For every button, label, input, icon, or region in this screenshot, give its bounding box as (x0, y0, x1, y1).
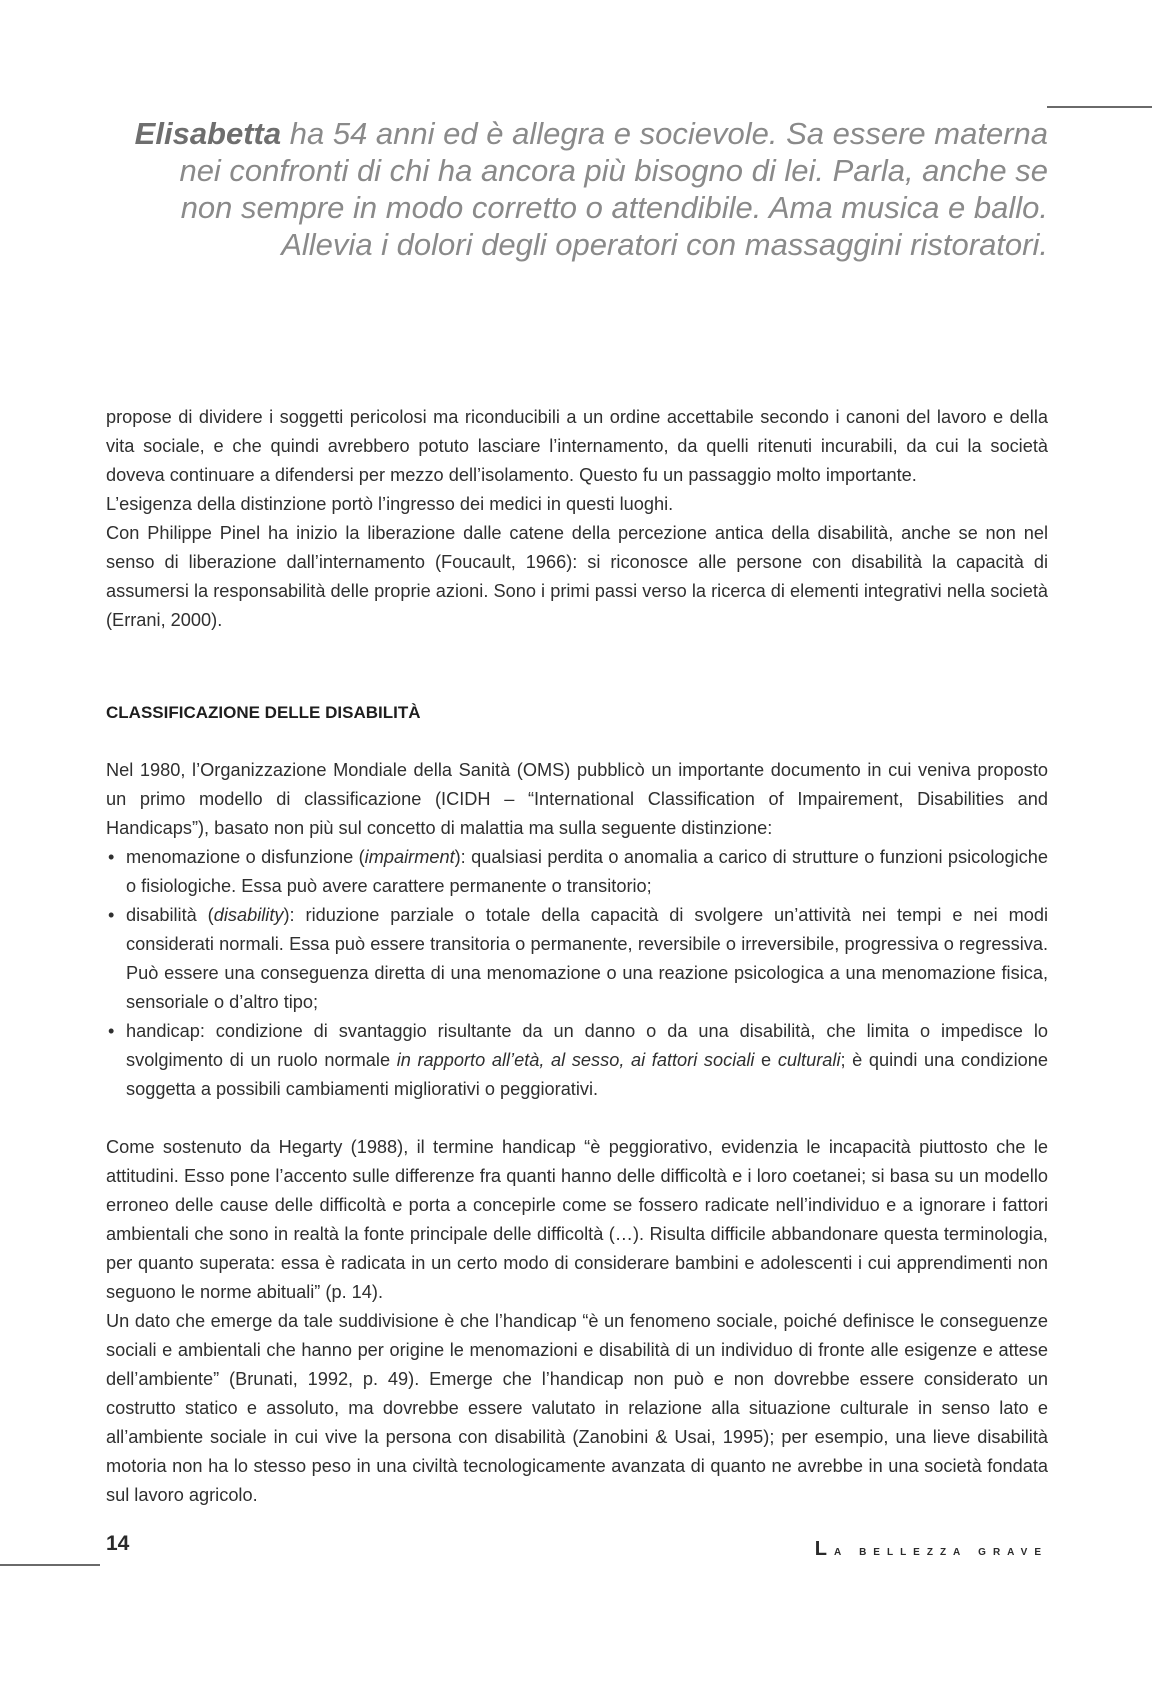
bottom-left-rule (0, 1564, 100, 1566)
list-item-text: menomazione o disfunzione ( (126, 847, 365, 867)
section-heading: CLASSIFICAZIONE DELLE DISABILITÀ (106, 703, 421, 722)
body-paragraph: Come sostenuto da Hegarty (1988), il termine handicap “è peggiorativo, evidenzia le incapacità piuttosto che le attitudini. Esso pone l’accento sulle differenze fra quanti hanno delle difficoltà e i loro coetanei; si basa su un modello erroneo delle cause delle difficoltà e porta a concepirle come se fossero radicate nell’individuo e a ignorare i fattori ambientali che sono in realtà la fonte principale delle difficoltà (…). Risulta difficile abbandonare questa terminologia, per quanto superata: essa è radicata in un certo modo di considerare bambini e adolescenti i cui apprendimenti non seguono le norme abituali” (p. 14). (106, 1137, 1048, 1302)
running-footer-initial: L (814, 1538, 834, 1560)
list-item (106, 1017, 1048, 1104)
list-item-text: e (754, 1050, 778, 1070)
intro-paragraph: Con Philippe Pinel ha inizio la liberazione dalle catene della percezione antica della disabilità, anche se non nel senso di liberazione dall’internamento (Foucault, 1966): si riconosce alle persone con disabilità la capacità di assumersi la responsabilità delle proprie azioni. Sono i primi passi verso la ricerca di elementi integrativi nella società (Errani, 2000). (106, 523, 1048, 630)
top-right-rule (1047, 106, 1152, 108)
list-item-text: disabilità ( (126, 905, 214, 925)
profile-name: Elisabetta (134, 116, 282, 151)
running-footer-rest: a bellezza grave (833, 1542, 1048, 1558)
list-item-text: handicap: condizione di svantaggio risultante da un danno o da una disabilità, che limita o impedisce lo svolgimento di un ruolo normale (126, 1021, 1048, 1070)
body-text (106, 403, 1048, 1510)
list-item-text: ): riduzione parziale o totale della capacità di svolgere un’attività nei tempi e nei modi considerati normali. Essa può essere transitoria o permanente, reversibile o irreversibile, progressiva o regressiva. Può essere una conseguenza diretta di una menomazione o una reazione psicologica a una menomazione fisica, sensoriale o d’altro tipo; (126, 905, 1048, 1012)
list-item-term: impairment (364, 847, 455, 867)
list-item (106, 901, 1048, 1017)
list-item-text: ): qualsiasi perdita o anomalia a carico di strutture o funzioni psicologiche o fisiologiche. Essa può avere carattere permanente o transitorio; (126, 847, 1048, 896)
intro-paragraph: propose di dividere i soggetti pericolosi ma riconducibili a un ordine accettabile secondo i canoni del lavoro e della vita sociale, e che quindi avrebbero potuto lasciare l’internamento, da quelli ritenuti incurabili, da cui la società doveva continuare a difendersi per mezzo dell’isolamento. Questo fu un passaggio molto importante. (106, 407, 1048, 485)
profile-quote (126, 115, 1048, 263)
page-number: 14 (106, 1532, 130, 1555)
intro-paragraph: L’esigenza della distinzione portò l’ingresso dei medici in questi luoghi. (106, 494, 674, 514)
list-item-emphasis: culturali (777, 1050, 841, 1070)
bullet-icon: • (108, 847, 115, 867)
running-footer-title (815, 1538, 1048, 1561)
bullet-icon: • (108, 1021, 115, 1041)
list-item-text: ; è quindi una condizione soggetta a possibili cambiamenti migliorativi o peggiorativi. (126, 1050, 1048, 1099)
list-item-term: disability (213, 905, 284, 925)
list-item-emphasis: in rapporto all’età, al sesso, ai fattori sociali (396, 1050, 755, 1070)
list-item (106, 843, 1048, 901)
body-paragraph: Un dato che emerge da tale suddivisione è che l’handicap “è un fenomeno sociale, poiché definisce le conseguenze sociali e ambientali che hanno per origine le menomazioni e disabilità di un individuo di fronte alle esigenze e attese dell’ambiente” (Brunati, 1992, p. 49). Emerge che l’handicap non può e non dovrebbe essere considerato un costrutto statico e assoluto, ma dovrebbe essere valutato in relazione alla situazione culturale in senso lato e all’ambiente sociale in cui vive la persona con disabilità (Zanobini & Usai, 1995); per esempio, una lieve disabilità motoria non ha lo stesso peso in una civiltà tecnologicamente avanzata di quanto ne avrebbe in una società fondata sul lavoro agricolo. (106, 1311, 1048, 1505)
section-lead-paragraph: Nel 1980, l’Organizzazione Mondiale della Sanità (OMS) pubblicò un importante documento in cui veniva proposto un primo modello di classificazione (ICIDH – “International Classification of Impairement, Disabilities and Handicaps”), basato non più sul concetto di malattia ma sulla seguente distinzione: (106, 760, 1048, 838)
profile-text: ha 54 anni ed è allegra e socievole. Sa essere materna nei confronti di chi ha ancora più bisogno di lei. Parla, anche se non sempre in modo corretto o attendibile. Ama musica e ballo. Allevia i dolori degli operatori con massaggini ristoratori. (179, 116, 1048, 262)
classification-list (106, 843, 1048, 1104)
bullet-icon: • (108, 905, 115, 925)
